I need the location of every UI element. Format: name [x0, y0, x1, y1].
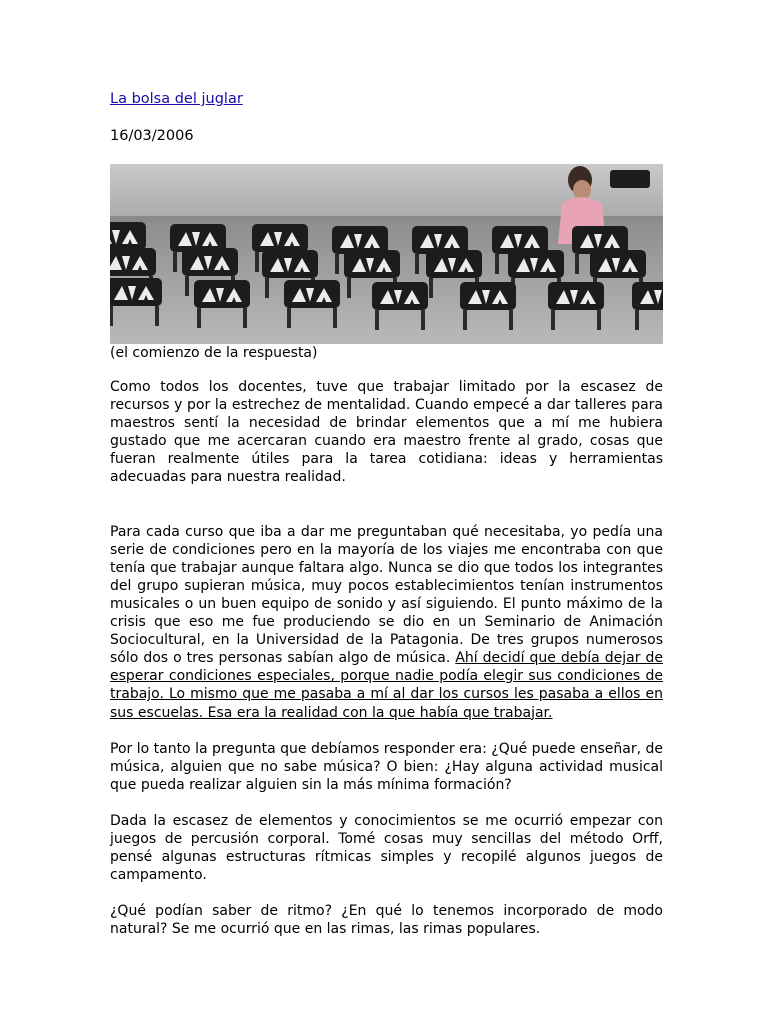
paragraph-5: ¿Qué podían saber de ritmo? ¿En qué lo tenemos incorporado de modo natural? Se me ocurrió que en las rimas, las rimas populares. [110, 903, 663, 938]
article-photo [110, 164, 663, 344]
paragraph-3: Por lo tanto la pregunta que debíamos responder era: ¿Qué puede enseñar, de música, alguien que no sabe música? O bien: ¿Hay alguna actividad musical que pueda realizar alguien sin la más mínima formación? [110, 740, 663, 793]
paragraph-2-text: Para cada curso que iba a dar me preguntaban qué necesitaba, yo pedía una serie de condiciones pero en la mayoría de los viajes me encontraba con que tenía que trabajar aunque faltara algo. Nunca se dio que todos los integrantes del grupo supieran música, muy pocos establecimientos tenían instrumentos musicales o un buen equipo de sonido y así siguiendo. El punto máximo de la crisis que eso me fue produciendo se dio en un Seminario de Animación Sociocultural, en la Universidad de la Patagonia. De tres grupos numerosos sólo dos o tres personas sabían algo de música. [110, 523, 663, 667]
paragraph-4: Dada la escasez de elementos y conocimientos se me ocurrió empezar con juegos de percusión corporal. Tomé cosas muy sencillas del método Orff, pensé algunas estructuras rítmicas simples y recopilé algunos juegos de campamento. [110, 812, 663, 884]
paragraph-2-underlined-text: Ahí decidí que debía dejar de esperar condiciones especiales, porque nadie podía elegir sus condiciones de trabajo. Lo mismo que me pasaba a mí al dar los cursos les pasaba a ellos en sus escuelas. Esa era la realidad con la que había que trabajar. [110, 650, 663, 721]
article-body [110, 378, 663, 956]
paragraph-1: Como todos los docentes, tuve que trabajar limitado por la escasez de recursos y por la estrechez de mentalidad. Cuando empecé a dar talleres para maestros sentí la necesidad de brindar elementos que a mí me hubiera gustado que me acercaran cuando era maestro frente al grado, cosas que fueran realmente útiles para la tarea cotidiana: ideas y herramientas adecuadas para nuestra realidad. [110, 379, 663, 486]
article-date: 16/03/2006 [110, 128, 194, 144]
article-title-link[interactable]: La bolsa del juglar [110, 91, 243, 107]
paragraph-2 [110, 523, 663, 722]
photo-caption: (el comienzo de la respuesta) [110, 345, 318, 361]
